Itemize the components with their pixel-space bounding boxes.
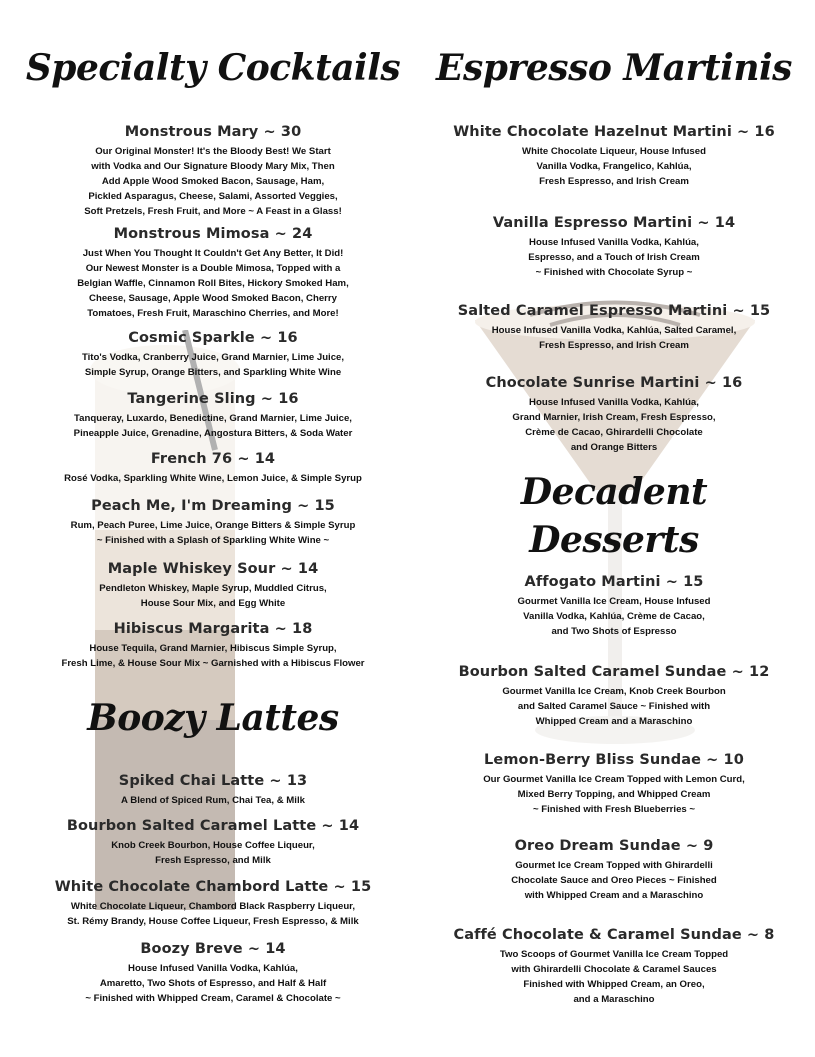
- item-description: Two Scoops of Gourmet Vanilla Ice Cream Topped with Ghirardelli Chocolate & Caramel Sauces Finished with Whipped Cream, an Oreo, and a Maraschino: [499, 949, 729, 1005]
- item-name: White Chocolate Hazelnut Martini ~ 16: [453, 124, 775, 140]
- menu-item: [18, 561, 408, 611]
- item-description: Tanqueray, Luxardo, Benedictine, Grand Marnier, Lime Juice, Pineapple Juice, Grenadine, Angostura Bitters, & Soda Water: [73, 413, 353, 439]
- item-description: Gourmet Vanilla Ice Cream, Knob Creek Bourbon and Salted Caramel Sauce ~ Finished with Whipped Cream and a Maraschino: [502, 686, 726, 727]
- menu-item: [18, 773, 408, 808]
- specialty-cocktails-heading: Specialty Cocktails: [25, 47, 401, 89]
- item-name: Bourbon Salted Caramel Sundae ~ 12: [458, 664, 770, 680]
- item-name: Oreo Dream Sundae ~ 9: [514, 838, 714, 854]
- item-name: Boozy Breve ~ 14: [140, 941, 286, 957]
- menu-item: [420, 927, 808, 1007]
- item-description: House Tequila, Grand Marnier, Hibiscus Simple Syrup, Fresh Lime, & House Sour Mix ~ Garnished with a Hibiscus Flower: [61, 643, 365, 669]
- menu-item: [420, 752, 808, 817]
- menu-item: [18, 818, 408, 868]
- item-description: Gourmet Vanilla Ice Cream, House Infused Vanilla Vodka, Kahlúa, Crème de Cacao, and Two Shots of Espresso: [517, 596, 711, 637]
- menu-item: [18, 451, 408, 486]
- item-description: House Infused Vanilla Vodka, Kahlúa, Salted Caramel, Fresh Espresso, and Irish Cream: [491, 325, 737, 351]
- item-description: Tito's Vodka, Cranberry Juice, Grand Marnier, Lime Juice, Simple Syrup, Orange Bitters, and Sparkling White Wine: [81, 352, 345, 378]
- item-description: House Infused Vanilla Vodka, Kahlúa, Espresso, and a Touch of Irish Cream ~ Finished with Chocolate Syrup ~: [528, 237, 700, 278]
- item-description: Our Original Monster! It's the Bloody Best! We Start with Vodka and Our Signature Bloody Mary Mix, Then Add Apple Wood Smoked Bacon, Sausage, Ham, Pickled Asparagus, Cheese, Salami, Assorted Veggies, Soft Pretzels, Fresh Fruit, and More ~ A Feast in a Glass!: [84, 146, 342, 217]
- item-name: Vanilla Espresso Martini ~ 14: [492, 215, 736, 231]
- desserts-heading: Desserts: [529, 519, 699, 561]
- item-name: Tangerine Sling ~ 16: [127, 391, 299, 407]
- item-name: Chocolate Sunrise Martini ~ 16: [485, 375, 743, 391]
- item-description: Pendleton Whiskey, Maple Syrup, Muddled Citrus, House Sour Mix, and Egg White: [99, 583, 327, 609]
- menu-item: [18, 879, 408, 929]
- item-description: Our Gourmet Vanilla Ice Cream Topped with Lemon Curd, Mixed Berry Topping, and Whipped Cream ~ Finished with Fresh Blueberries ~: [483, 774, 745, 815]
- item-name: Cosmic Sparkle ~ 16: [128, 330, 298, 346]
- item-name: Spiked Chai Latte ~ 13: [118, 773, 308, 789]
- item-description: Rum, Peach Puree, Lime Juice, Orange Bitters & Simple Syrup ~ Finished with a Splash of Sparkling White Wine ~: [70, 520, 356, 546]
- menu-item: [420, 375, 808, 455]
- decadent-heading: Decadent: [520, 471, 708, 513]
- item-name: White Chocolate Chambord Latte ~ 15: [54, 879, 372, 895]
- menu-item: [420, 838, 808, 903]
- item-name: Monstrous Mimosa ~ 24: [113, 226, 313, 242]
- item-name: Salted Caramel Espresso Martini ~ 15: [457, 303, 771, 319]
- item-name: Bourbon Salted Caramel Latte ~ 14: [66, 818, 360, 834]
- menu-item: [18, 391, 408, 441]
- item-description: White Chocolate Liqueur, House Infused Vanilla Vodka, Frangelico, Kahlúa, Fresh Espresso, and Irish Cream: [522, 146, 706, 187]
- espresso-martinis-heading: Espresso Martinis: [436, 47, 792, 89]
- boozy-lattes-heading: Boozy Lattes: [87, 697, 339, 739]
- menu-item: [420, 664, 808, 729]
- item-name: Peach Me, I'm Dreaming ~ 15: [91, 498, 335, 514]
- menu-item: [18, 621, 408, 671]
- menu-item: [420, 574, 808, 639]
- item-name: Caffé Chocolate & Caramel Sundae ~ 8: [453, 927, 775, 943]
- menu-item: [420, 124, 808, 189]
- item-description: House Infused Vanilla Vodka, Kahlúa, Grand Marnier, Irish Cream, Fresh Espresso, Crème de Cacao, Ghirardelli Chocolate and Orange Bitters: [512, 397, 716, 453]
- menu-item: [420, 215, 808, 280]
- menu-item: [18, 498, 408, 548]
- menu-item: [18, 941, 408, 1006]
- menu-item: [420, 303, 808, 353]
- menu-item: [18, 226, 408, 321]
- item-name: French 76 ~ 14: [150, 451, 276, 467]
- item-description: White Chocolate Liqueur, Chambord Black Raspberry Liqueur, St. Rémy Brandy, House Coffee Liqueur, Fresh Espresso, & Milk: [67, 901, 359, 927]
- item-description: Just When You Thought It Couldn't Get Any Better, It Did! Our Newest Monster is a Double Mimosa, Topped with a Belgian Waffle, Cinnamon Roll Bites, Hickory Smoked Ham, Cheese, Sausage, Apple Wood Smoked Bacon, Cherry Tomatoes, Fresh Fruit, Maraschino Cherries, and More!: [77, 248, 349, 319]
- item-description: House Infused Vanilla Vodka, Kahlúa, Amaretto, Two Shots of Espresso, and Half & Half ~ Finished with Whipped Cream, Caramel & Chocolate ~: [85, 963, 341, 1004]
- item-name: Lemon-Berry Bliss Sundae ~ 10: [484, 752, 744, 768]
- item-description: Knob Creek Bourbon, House Coffee Liqueur, Fresh Espresso, and Milk: [111, 840, 315, 866]
- menu-item: [18, 330, 408, 380]
- item-name: Hibiscus Margarita ~ 18: [113, 621, 313, 637]
- item-description: A Blend of Spiced Rum, Chai Tea, & Milk: [121, 795, 305, 806]
- menu-item: [18, 124, 408, 219]
- item-name: Monstrous Mary ~ 30: [124, 124, 302, 140]
- item-name: Affogato Martini ~ 15: [524, 574, 704, 590]
- item-description: Gourmet Ice Cream Topped with Ghirardelli Chocolate Sauce and Oreo Pieces ~ Finished with Whipped Cream and a Maraschino: [511, 860, 717, 901]
- item-name: Maple Whiskey Sour ~ 14: [107, 561, 319, 577]
- item-description: Rosé Vodka, Sparkling White Wine, Lemon Juice, & Simple Syrup: [64, 473, 362, 484]
